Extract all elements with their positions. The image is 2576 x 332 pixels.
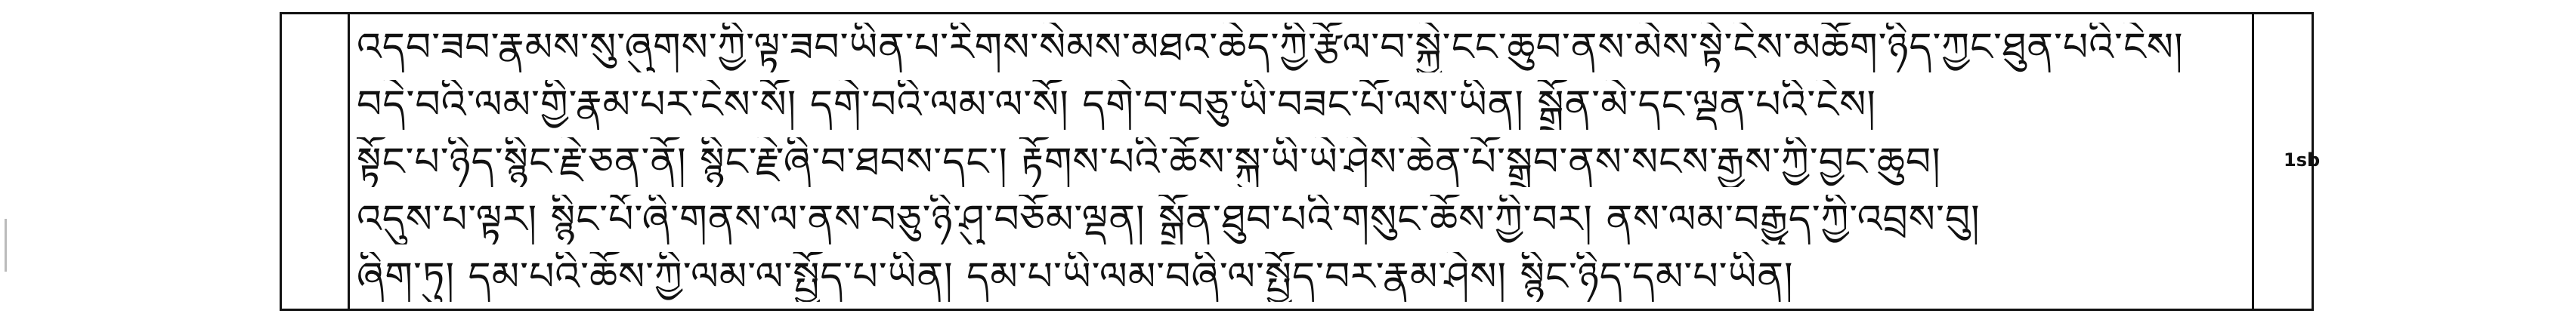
text-block: [357, 23, 2246, 302]
text-line-1: འདབ་ཟབ་རྣམས་སུ་ཞུགས་ཀྱི་ལྟ་ཟབ་ཡིན་པ་རིགས་སེམས་མཐའ་ཆེད་ཀྱི་རྩོལ་བ་སྐྱེ་ངང་ཆུབ་ནས་མེས་སྟེ་ངེས་མཆོག་ཉིད་ཀྱང་ཐུན་པའི་ངེས།: [357, 25, 2184, 70]
right-margin-rule: [2252, 14, 2254, 309]
folio-number: 1sb: [2284, 149, 2321, 171]
scan-edge-mark: [5, 219, 7, 272]
text-line-2: བདེ་བའི་ལམ་གྱི་རྣམ་པར་ངེས་སོ། དགེ་བའི་ལམ་ལ་སོ། དགེ་བ་བཅུ་ཡི་བཟང་པོ་ལས་ཡིན། སྒྲོན་མེ་དང་ལྡན་པའི་ངེས།: [357, 82, 1876, 128]
text-line-5: ཞིག་ཏུ། དམ་པའི་ཆོས་ཀྱི་ལམ་ལ་སྤྱོད་པ་ཡིན། དམ་པ་ཡི་ལམ་བཞི་ལ་སྤྱོད་བར་རྣམ་ཤེས། སྙིང་ཉིད་དམ་པ་ཡིན།: [357, 254, 1794, 300]
text-line-3: སྟོང་པ་ཉིད་སྙིང་རྗེ་ཅན་ནོ། སྙིང་རྗེ་ཞི་བ་ཐབས་དང་། རྟོགས་པའི་ཆོས་སྐུ་ཡི་ཡེ་ཤེས་ཆེན་པོ་སྒྲུབ་ནས་སངས་རྒྱས་ཀྱི་བྱང་ཆུབ།: [357, 140, 1941, 185]
left-margin-rule: [348, 14, 350, 309]
text-line-4: འདུས་པ་ལྟར། སྙིང་པོ་ཞི་གནས་ལ་ནས་བཅུ་ཉི་ཤུ་བཅོམ་ལྡན། སྒྲོན་ཐུབ་པའི་གསུང་ཆོས་ཀྱི་བར། ནས་ལམ་བརྒྱུད་ཀྱི་འབྲས་བུ།: [357, 197, 1981, 242]
